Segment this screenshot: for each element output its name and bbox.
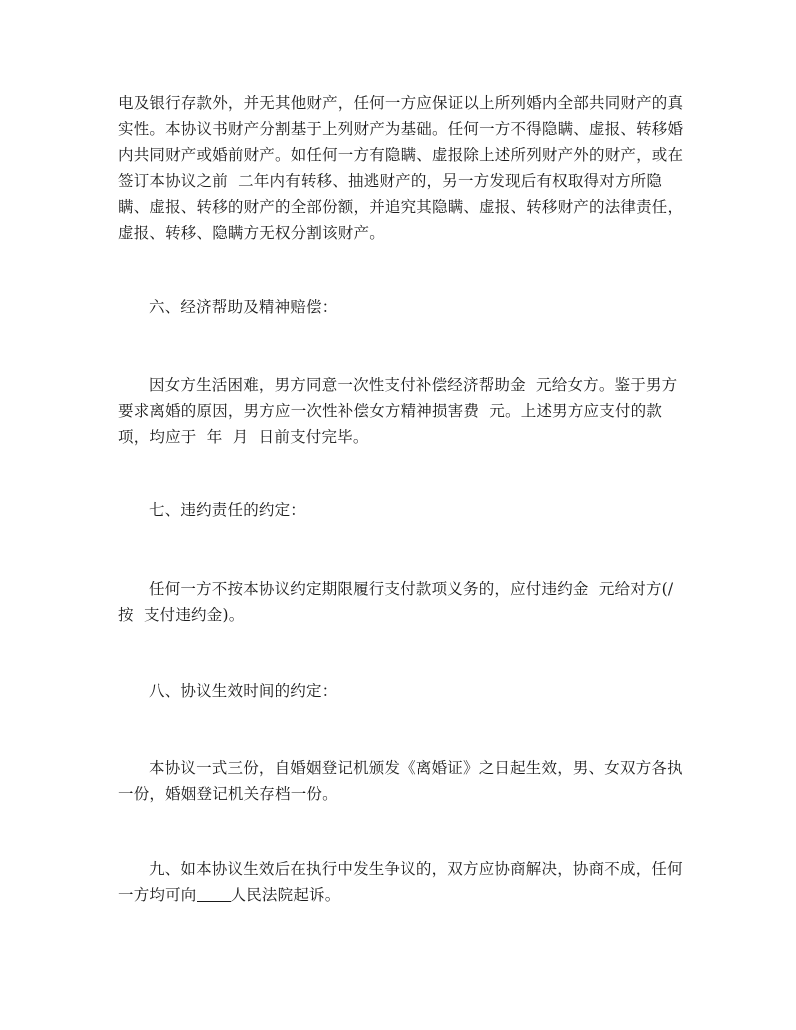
property-line-5: 瞒、虚报、转移的财产的全部份额，并追究其隐瞒、虚报、转移财产的法律责任， xyxy=(118,198,684,216)
section-7-heading: 七、违约责任的约定： xyxy=(149,501,307,519)
section-9-line-1: 九、如本协议生效后在执行中发生争议的，双方应协商解决，协商不成，任何 xyxy=(149,860,683,878)
section-7-line-1: 任何一方不按本协议约定期限履行支付款项义务的，应付违约金 元给对方(/ xyxy=(149,580,674,598)
property-line-3: 内共同财产或婚前财产。如任何一方有隐瞒、虚报除上述所列财产外的财产，或在 xyxy=(118,146,684,164)
section-6-heading: 六、经济帮助及精神赔偿： xyxy=(149,298,338,316)
property-line-4: 签订本协议之前 二年内有转移、抽逃财产的，另一方发现后有权取得对方所隐 xyxy=(118,172,663,190)
section-6-line-3: 项，均应于 年 月 日前支付完毕。 xyxy=(118,428,369,446)
section-7-line-2: 按 支付违约金)。 xyxy=(118,606,245,624)
property-line-2: 实性。本协议书财产分割基于上列财产为基础。任何一方不得隐瞒、虚报、转移婚 xyxy=(118,120,684,138)
section-8-line-2: 一份，婚姻登记机关存档一份。 xyxy=(118,785,338,803)
section-6-line-1: 因女方生活困难，男方同意一次性支付补偿经济帮助金 元给女方。鉴于男方 xyxy=(149,376,678,394)
property-line-6: 虚报、转移、隐瞒方无权分割该财产。 xyxy=(118,224,385,242)
court-name-blank xyxy=(197,887,231,902)
section-6-line-2: 要求离婚的原因，男方应一次性补偿女方精神损害费 元。上述男方应支付的款 xyxy=(118,402,663,420)
section-9-line-2 xyxy=(118,884,340,906)
section-8-line-1: 本协议一式三份，自婚姻登记机颁发《离婚证》之日起生效，男、女双方各执 xyxy=(149,759,683,777)
section-9-text-a: 一方均可向 xyxy=(118,886,197,904)
property-line-1: 电及银行存款外，并无其他财产，任何一方应保证以上所列婚内全部共同财产的真 xyxy=(118,94,684,112)
section-9-text-b: 人民法院起诉。 xyxy=(230,886,341,904)
section-8-heading: 八、协议生效时间的约定： xyxy=(149,682,338,700)
